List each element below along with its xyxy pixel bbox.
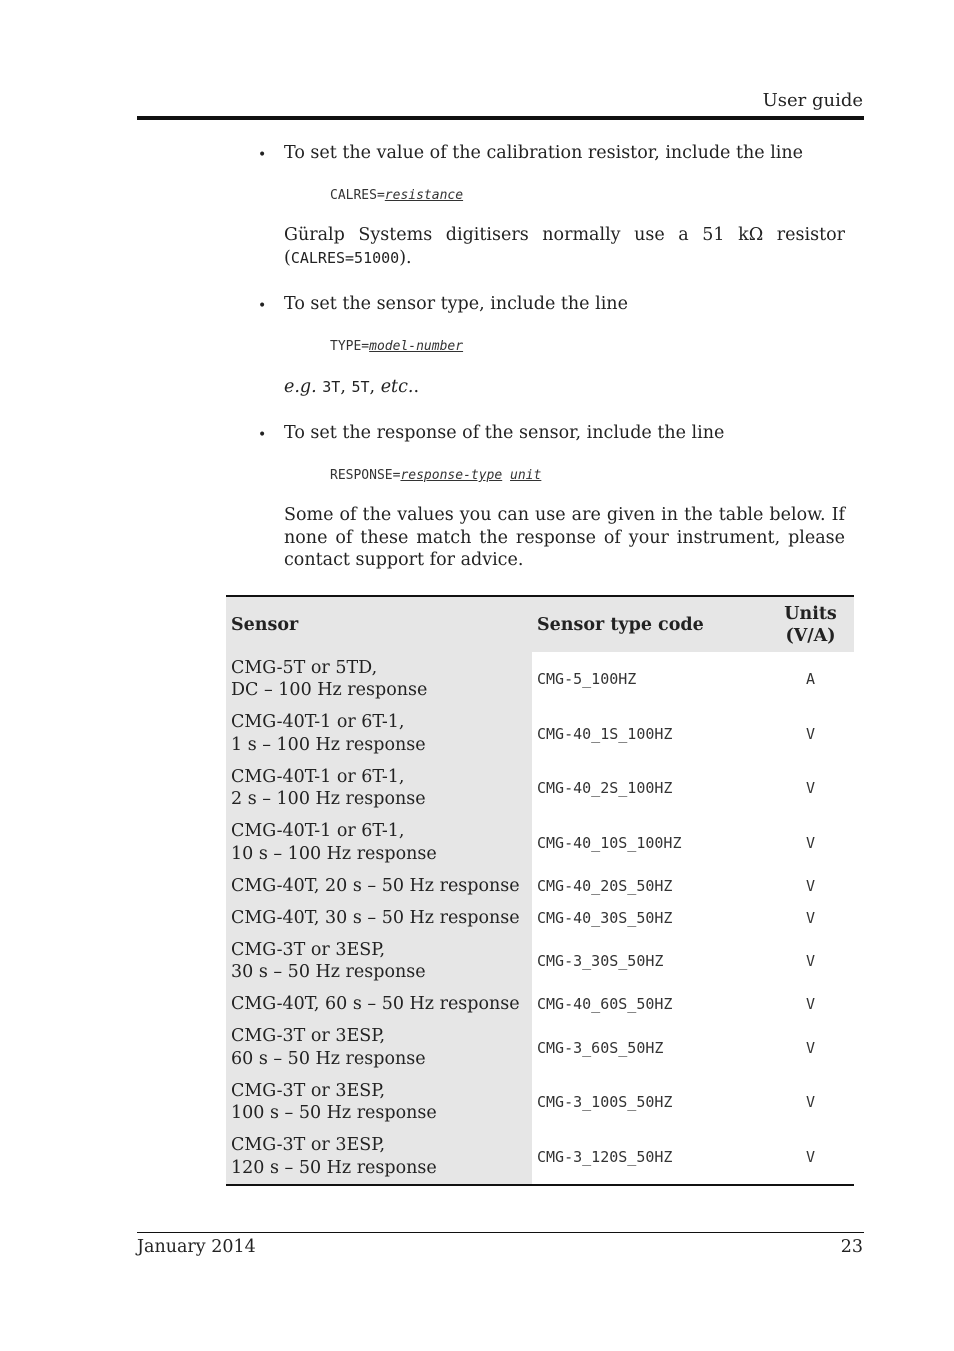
table-row bbox=[226, 870, 854, 902]
table-row bbox=[226, 652, 854, 707]
cell-unit: V bbox=[805, 1038, 816, 1057]
footer-date: January 2014 bbox=[137, 1237, 256, 1257]
cell-unit: V bbox=[805, 1093, 816, 1111]
table-row bbox=[226, 1130, 854, 1186]
sensor-response: 100 s – 50 Hz response bbox=[231, 1103, 437, 1124]
cell-type-code: CMG-40_60S_50HZ bbox=[537, 995, 673, 1014]
cell-type-code: CMG-40_10S_100HZ bbox=[537, 833, 682, 852]
code-argument: model-number bbox=[369, 339, 464, 354]
code-keyword: TYPE= bbox=[330, 339, 370, 354]
sensor-response: 120 s – 50 Hz response bbox=[231, 1157, 437, 1178]
sensor-model: CMG-5T or 5TD, bbox=[231, 657, 378, 678]
sensor-response: DC – 100 Hz response bbox=[231, 680, 428, 701]
cell-sensor bbox=[226, 652, 532, 707]
instruction-note: Some of the values you can use are given in the table below. If none of these match the response of your instrument, please contact support for advice. bbox=[284, 505, 845, 570]
sensor-response-table bbox=[226, 595, 854, 1186]
sensor-model: CMG-40T, 20 s – 50 Hz response bbox=[231, 875, 520, 896]
code-argument: resistance bbox=[384, 188, 464, 203]
cell-unit: V bbox=[805, 876, 816, 895]
header-title: User guide bbox=[762, 90, 863, 111]
table-row bbox=[226, 816, 854, 871]
cell-unit: V bbox=[805, 952, 816, 970]
note-text-end: ). bbox=[399, 247, 412, 268]
cell-sensor bbox=[226, 1021, 532, 1076]
note-end: . bbox=[413, 377, 420, 397]
cell-unit: V bbox=[805, 833, 816, 852]
cell-type-code: CMG-40_2S_100HZ bbox=[537, 779, 673, 797]
table-row bbox=[226, 989, 854, 1021]
table-row bbox=[226, 761, 854, 816]
footer-rule bbox=[137, 1232, 864, 1233]
col-header-sensor: Sensor bbox=[226, 596, 532, 652]
note-code-5t: 5T bbox=[351, 378, 370, 396]
note-eg: e.g. bbox=[284, 377, 317, 397]
instruction-note bbox=[284, 376, 845, 399]
sensor-response: 30 s – 50 Hz response bbox=[231, 962, 426, 983]
note-separator: , bbox=[369, 377, 376, 397]
col-header-units bbox=[767, 596, 854, 652]
instruction-text: To set the sensor type, include the line bbox=[284, 294, 628, 314]
cell-type-code: CMG-3_120S_50HZ bbox=[537, 1147, 673, 1166]
cell-type-code: CMG-3_30S_50HZ bbox=[537, 952, 664, 970]
instruction-note bbox=[284, 224, 845, 269]
cell-unit: V bbox=[805, 995, 816, 1014]
code-line bbox=[330, 468, 541, 483]
cell-type-code: CMG-3_60S_50HZ bbox=[537, 1038, 664, 1057]
bullet: • bbox=[258, 427, 267, 443]
note-etc: etc. bbox=[380, 377, 414, 397]
note-text: Güralp Systems digitisers normally use a 51 kΩ resistor ( bbox=[284, 225, 845, 268]
sensor-model: CMG-3T or 3ESP, bbox=[231, 1026, 386, 1047]
units-sublabel: (V/A) bbox=[785, 625, 836, 646]
table-row bbox=[226, 1021, 854, 1076]
code-line bbox=[330, 188, 463, 203]
sensor-model: CMG-40T, 30 s – 50 Hz response bbox=[231, 907, 520, 928]
cell-type-code: CMG-40_30S_50HZ bbox=[537, 908, 673, 927]
cell-unit: V bbox=[805, 779, 816, 797]
code-keyword: CALRES= bbox=[330, 188, 385, 203]
sensor-response: 1 s – 100 Hz response bbox=[231, 734, 426, 755]
code-keyword: RESPONSE= bbox=[330, 468, 401, 483]
cell-sensor bbox=[226, 934, 532, 989]
bullet: • bbox=[258, 298, 267, 314]
cell-type-code: CMG-40_20S_50HZ bbox=[537, 876, 673, 895]
cell-sensor bbox=[226, 816, 532, 871]
header-rule bbox=[137, 116, 864, 120]
cell-sensor bbox=[226, 989, 532, 1021]
table-row bbox=[226, 902, 854, 934]
table-row bbox=[226, 934, 854, 989]
code-line bbox=[330, 339, 463, 354]
note-separator: , bbox=[340, 377, 346, 397]
sensor-response: 2 s – 100 Hz response bbox=[231, 789, 426, 810]
instruction-text: To set the response of the sensor, include the line bbox=[284, 423, 725, 443]
sensor-model: CMG-3T or 3ESP, bbox=[231, 1135, 386, 1156]
cell-sensor bbox=[226, 902, 532, 934]
table-row bbox=[226, 707, 854, 762]
cell-type-code: CMG-3_100S_50HZ bbox=[537, 1093, 673, 1111]
cell-unit: V bbox=[805, 908, 816, 927]
bullet: • bbox=[258, 147, 267, 163]
cell-type-code: CMG-40_1S_100HZ bbox=[537, 724, 673, 743]
cell-unit: V bbox=[805, 724, 816, 743]
cell-sensor bbox=[226, 761, 532, 816]
table-row bbox=[226, 1075, 854, 1130]
page-number: 23 bbox=[840, 1237, 863, 1257]
col-header-code: Sensor type code bbox=[532, 596, 767, 652]
cell-sensor bbox=[226, 870, 532, 902]
sensor-model: CMG-3T or 3ESP, bbox=[231, 1080, 386, 1101]
code-argument: unit bbox=[510, 468, 542, 483]
cell-type-code: CMG-5_100HZ bbox=[537, 670, 637, 688]
cell-sensor bbox=[226, 1130, 532, 1186]
sensor-model: CMG-40T-1 or 6T-1, bbox=[231, 766, 405, 787]
instruction-text: To set the value of the calibration resistor, include the line bbox=[284, 143, 804, 163]
sensor-model: CMG-40T, 60 s – 50 Hz response bbox=[231, 994, 520, 1015]
note-code-3t: 3T bbox=[322, 378, 341, 396]
code-argument: response-type bbox=[400, 468, 503, 483]
cell-unit: V bbox=[805, 1147, 816, 1166]
units-label: Units bbox=[784, 603, 837, 624]
table-header-row bbox=[226, 596, 854, 652]
cell-sensor bbox=[226, 707, 532, 762]
note-code: CALRES=51000 bbox=[290, 248, 400, 267]
cell-sensor bbox=[226, 1075, 532, 1130]
sensor-response: 10 s – 100 Hz response bbox=[231, 843, 437, 864]
sensor-model: CMG-40T-1 or 6T-1, bbox=[231, 821, 405, 842]
cell-unit: A bbox=[805, 670, 816, 688]
sensor-response: 60 s – 50 Hz response bbox=[231, 1048, 426, 1069]
sensor-model: CMG-3T or 3ESP, bbox=[231, 939, 386, 960]
sensor-model: CMG-40T-1 or 6T-1, bbox=[231, 712, 405, 733]
